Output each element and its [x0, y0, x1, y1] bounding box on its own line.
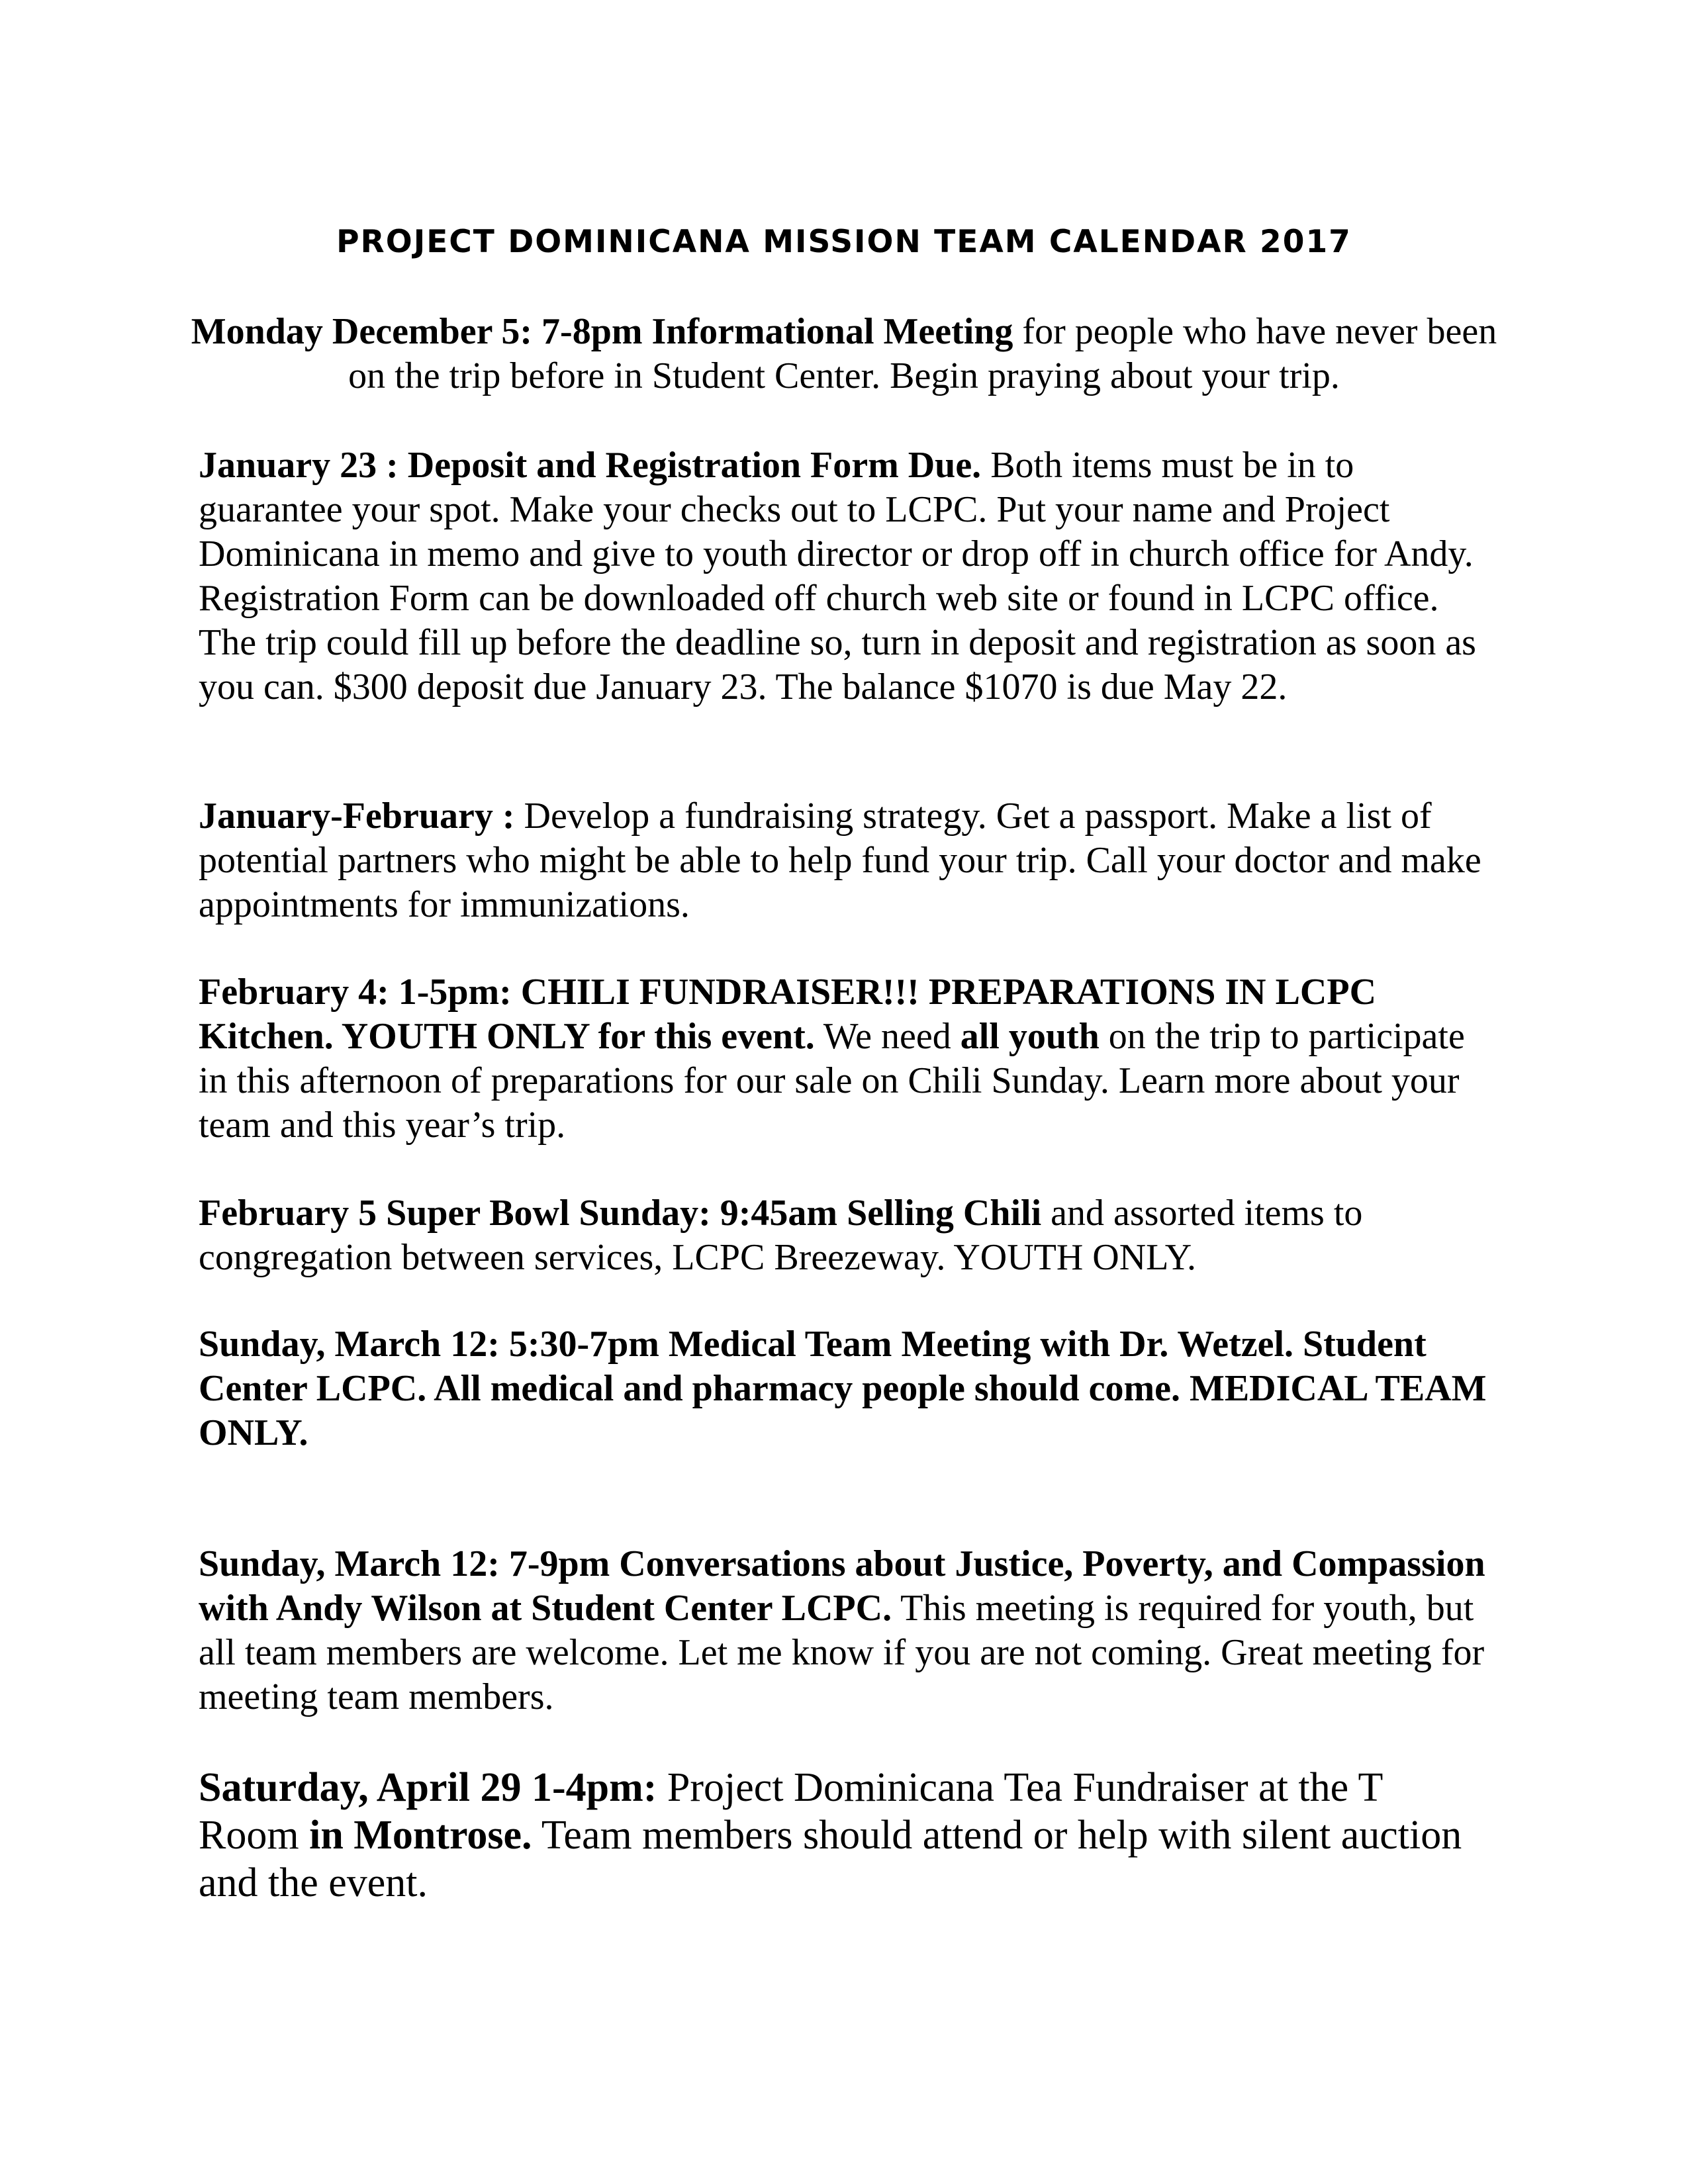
- entry-text: Both items must be in to guarantee your spot. Make your checks out to LCPC. Put your name and Project Dominicana in memo and give to youth director or drop off in church office for Andy. Registration Form can be downloaded off church web site or found in LCPC office. The trip could fill up before the deadline so, turn in deposit and registration as soon as you can. $300 deposit due January 23. The balance $1070 is due May 22.: [199, 445, 1476, 707]
- entry-tea-fundraiser: [199, 1764, 1489, 1907]
- entry-january-february: [199, 794, 1489, 927]
- entry-text: and assorted items to congregation between services, LCPC Breezeway. YOUTH ONLY.: [199, 1193, 1363, 1278]
- entry-text: This meeting is required for youth, but all team members are welcome. Let me know if you are not coming. Great meeting for meeting team members.: [199, 1588, 1485, 1717]
- entry-super-bowl-sunday: [199, 1191, 1489, 1280]
- entry-heading: February 4: 1-5pm: CHILI FUNDRAISER!!! PREPARATIONS IN LCPC Kitchen. YOUTH ONLY for this event.: [199, 972, 1377, 1057]
- entry-heading: Saturday, April 29 1-4pm:: [199, 1765, 657, 1810]
- entry-text: We need: [814, 1016, 961, 1057]
- entry-heading: January-February :: [199, 796, 515, 837]
- entry-emphasis: in Montrose.: [309, 1813, 532, 1858]
- entry-chili-fundraiser: [199, 970, 1489, 1148]
- entry-deposit-registration: [199, 443, 1489, 709]
- entry-informational-meeting: [182, 310, 1506, 398]
- entry-conversations-meeting: [199, 1542, 1489, 1719]
- entry-text: for people who have never been on the trip before in Student Center. Begin praying about your trip.: [348, 311, 1497, 396]
- entry-heading: Sunday, March 12: 7-9pm Conversations about Justice, Poverty, and Compassion with Andy Wilson at Student Center LCPC.: [199, 1543, 1485, 1629]
- entry-heading: January 23 : Deposit and Registration Form Due.: [199, 445, 982, 486]
- entry-text: Team members should attend or help with silent auction and the event.: [199, 1813, 1462, 1905]
- entry-text: on the trip to participate in this afternoon of preparations for our sale on Chili Sunday. Learn more about your team and this year’s trip.: [199, 1016, 1465, 1146]
- document-title: PROJECT DOMINICANA MISSION TEAM CALENDAR 2017: [336, 224, 1352, 260]
- entry-text: Project Dominicana Tea Fundraiser at the T Room: [199, 1765, 1383, 1858]
- entry-heading: February 5 Super Bowl Sunday: 9:45am Selling Chili: [199, 1193, 1042, 1234]
- entry-heading: Monday December 5: 7-8pm Informational Meeting: [191, 311, 1013, 352]
- entry-emphasis: all youth: [960, 1016, 1100, 1057]
- entry-heading: Sunday, March 12: 5:30-7pm Medical Team Meeting with Dr. Wetzel. Student Center LCPC. All medical and pharmacy people should come. MEDICAL TEAM ONLY.: [199, 1324, 1487, 1453]
- entry-medical-team-meeting: [199, 1322, 1489, 1455]
- entry-text: Develop a fundraising strategy. Get a passport. Make a list of potential partners who might be able to help fund your trip. Call your doctor and make appointments for immunizations.: [199, 796, 1481, 925]
